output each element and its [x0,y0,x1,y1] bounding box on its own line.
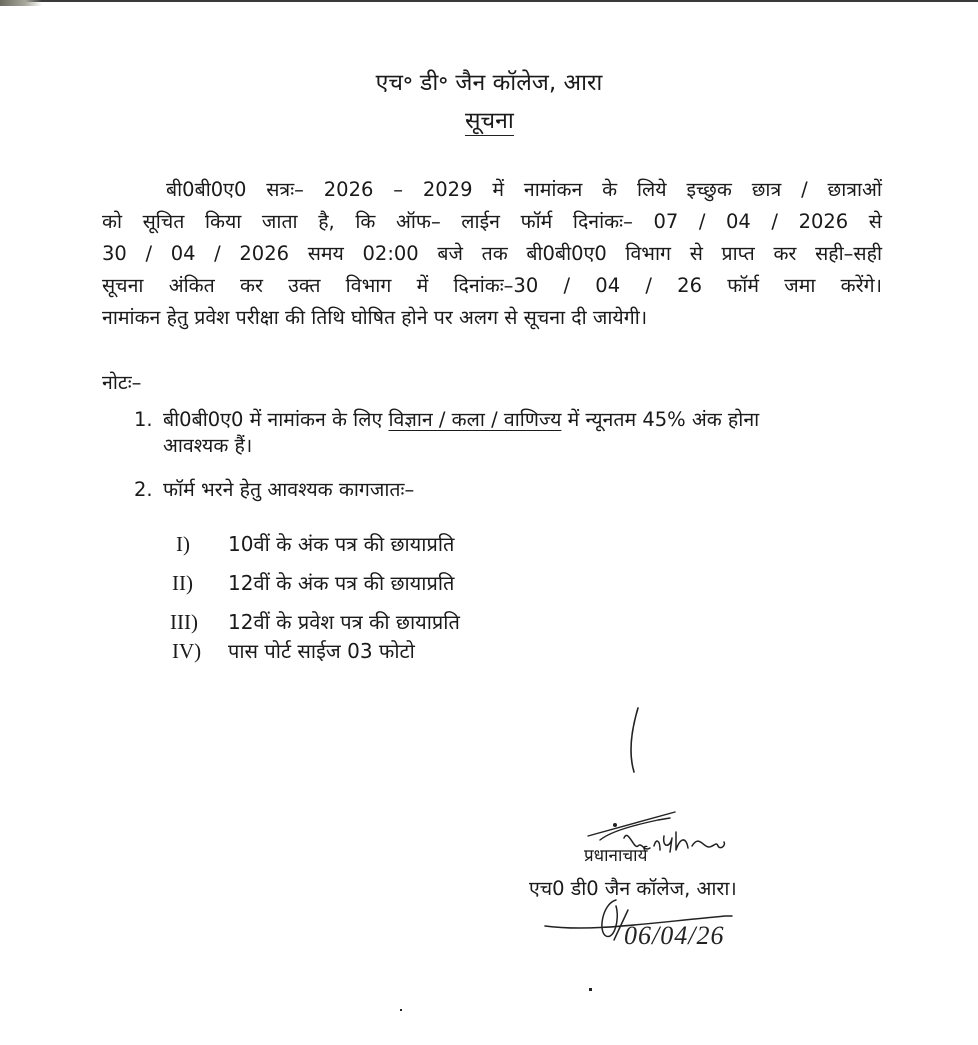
body-line-5: नामांकन हेतु प्रवेश परीक्षा की तिथि घोषित होने पर अलग से सूचना दी जायेगी। [102,306,648,329]
college-name: एच॰ डी॰ जैन कॉलेज, आरा [375,70,603,96]
notice-body [102,174,882,334]
note-text [163,406,759,434]
note-text-after: में न्यूनतम 45% अंक होना [561,408,760,431]
signature-dot [613,823,617,827]
scan-speck [589,988,592,991]
principal-college: एच0 डी0 जैन कॉलेज, आरा। [529,877,737,900]
body-line-2: को सूचित किया जाता है, कि ऑफ– लाईन फॉर्म दिनांकः– 07 / 04 / 2026 से [102,210,882,233]
note-text-before: बी0बी0ए0 में नामांकन के लिए [163,408,389,431]
subjects-underlined: विज्ञान / कला / वाणिज्य [388,408,562,431]
note-item-1 [0,406,978,466]
body-line-1: बी0बी0ए0 सत्रः– 2026 – 2029 में नामांकन के लिये इच्छुक छात्र / छात्राओं [166,178,882,201]
scan-speck [400,1009,402,1011]
document-item [170,637,415,665]
note-number: 2. [134,478,153,501]
document-text: पास पोर्ट साईज 03 फोटो [228,639,415,663]
signature-stroke-line [588,812,675,836]
signature-stroke-flourish [600,818,670,840]
document-number: I) [176,532,190,556]
note-text: फॉर्म भरने हेतु आवश्यक कागजातः– [163,478,415,501]
document-item [170,530,454,558]
document-text: 12वीं के अंक पत्र की छायाप्रति [228,571,455,595]
note-number: 1. [134,408,153,431]
date-loop [602,900,617,937]
handwritten-date: 06/04/26 [624,921,725,950]
document-number: IV) [172,639,202,663]
scan-corner-shadow [0,0,42,6]
notice-title [465,106,514,136]
note-item-2 [0,476,978,506]
document-text: 12वीं के प्रवेश पत्र की छायाप्रति [228,610,460,634]
document-item [170,569,454,597]
body-line-3: 30 / 04 / 2026 समय 02:00 बजे तक बी0बी0ए0 विभाग से प्राप्त कर सही–सही [102,242,882,265]
signature-stroke-tick [631,708,638,772]
scan-top-edge [0,0,978,2]
notice-title-text: सूचना [465,108,514,134]
document-number: II) [172,571,193,595]
note-continuation: आवश्यक हैं। [163,434,253,457]
document-item [170,608,460,636]
principal-title: प्रधानाचार्य [584,846,648,866]
principal-signature [520,700,820,960]
document-text: 10वीं के अंक पत्र की छायाप्रति [228,532,455,556]
document-number: III) [170,610,198,634]
body-line-4: सूचना अंकित कर उक्त विभाग में दिनांकः–30 / 04 / 26 फॉर्म जमा करेंगे। [102,274,882,297]
note-label: नोटः– [102,371,142,394]
